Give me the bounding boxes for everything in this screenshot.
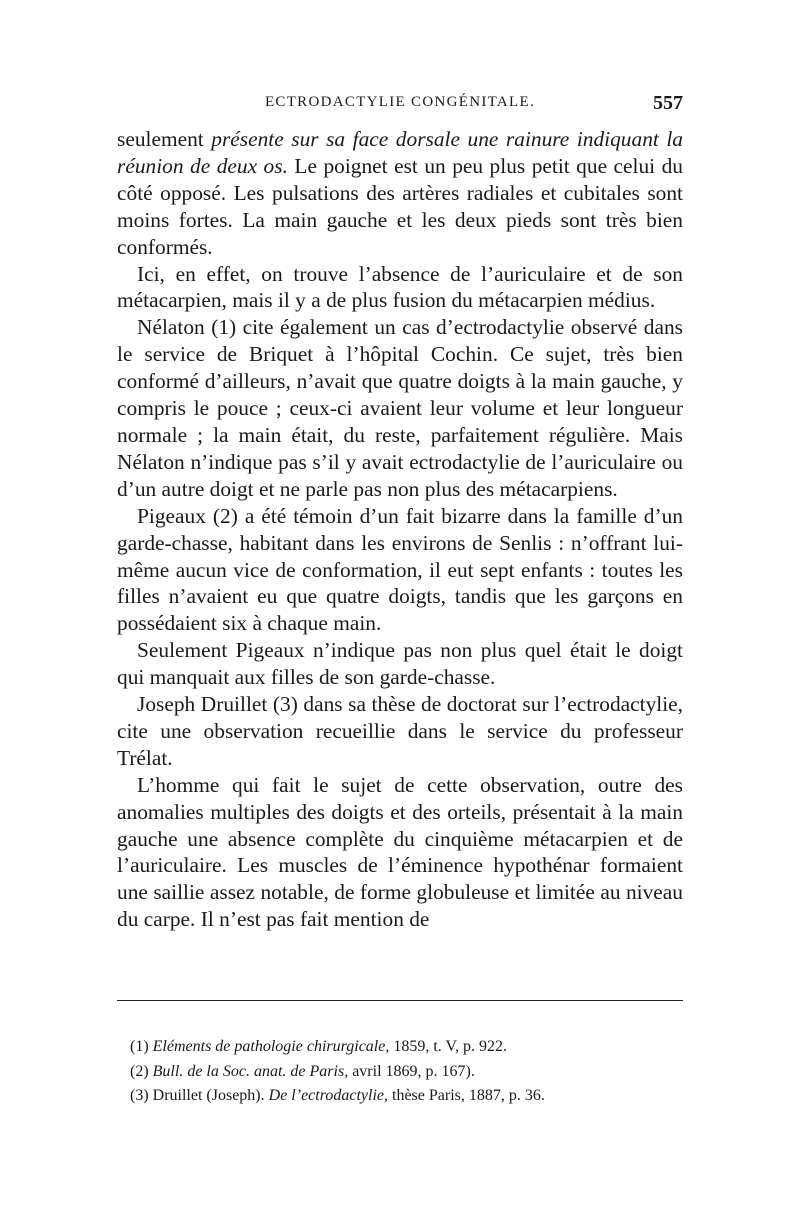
text-run: thèse Paris, 1887, p. 36.: [388, 1087, 545, 1104]
body-text: [117, 126, 683, 933]
italic-text-run: De l’ectrodactylie,: [268, 1087, 388, 1104]
page-number: 557: [653, 92, 683, 114]
paragraph: [117, 637, 683, 691]
italic-text-run: présente sur sa face dorsale une rainure indiquant la réunion de deux os.: [117, 127, 683, 178]
text-run: Ici, en effet, on trouve l’absence de l’auriculaire et de son métacarpien, mais il y a de plus fusion du métacarpien médius.: [117, 261, 683, 313]
text-run: L’homme qui fait le sujet de cette observation, outre des anomalies multiples des doigts et des orteils, présentait à la main gauche une absence complète du cinquième métacarpien et de l’auriculaire. Les muscles de l’éminence hypothénar formaient une saillie assez notable, de forme globuleuse et limitée au niveau du carpe. Il n’est pas fait mention de: [117, 772, 683, 932]
paragraph: [117, 503, 683, 638]
footnotes: [130, 1035, 690, 1109]
footnote-rule: [117, 1000, 683, 1001]
footnote: [130, 1084, 690, 1109]
page-header: [117, 92, 683, 122]
text-run: Joseph Druillet (3) dans sa thèse de doctorat sur l’ectrodactylie, cite une observation recueillie dans le service du professeur Trélat.: [117, 692, 683, 770]
text-run: (1): [130, 1038, 153, 1055]
paragraph: [117, 772, 683, 933]
text-run: seulement: [117, 127, 212, 151]
paragraph: [117, 261, 683, 315]
text-run: Seulement Pigeaux n’indique pas non plus quel était le doigt qui manquait aux filles de son garde-chasse.: [117, 638, 683, 690]
running-title: ECTRODACTYLIE CONGÉNITALE.: [264, 94, 536, 110]
text-run: (3) Druillet (Joseph).: [130, 1087, 269, 1104]
text-run: Le poignet est un peu plus petit que celui du côté opposé. Les pulsations des artères radiales et cubitales sont moins fortes. La main gauche et les deux pieds sont très bien conformés.: [117, 153, 683, 259]
paragraph: [117, 126, 683, 261]
paragraph: [117, 691, 683, 772]
italic-text-run: Bull. de la Soc. anat. de Paris,: [152, 1062, 349, 1080]
italic-text-run: Eléments de pathologie chirurgicale,: [152, 1038, 390, 1055]
text-run: (2): [130, 1062, 153, 1080]
paragraph: [117, 314, 683, 502]
text-run: Nélaton (1) cite également un cas d’ectrodactylie observé dans le service de Briquet à l’hôpital Cochin. Ce sujet, très bien conformé d’ailleurs, n’avait que quatre doigts à la main gauche, y compris le pouce ; ceux-ci avaient leur volume et leur longueur normale ; la main était, du reste, parfaitement régulière. Mais Nélaton n’indique pas s’il y avait ectrodactylie de l’auriculaire ou d’un autre doigt et ne parle pas non plus des métacarpiens.: [117, 315, 683, 501]
text-run: 1859, t. V, p. 922.: [389, 1038, 507, 1055]
text-run: Pigeaux (2) a été témoin d’un fait bizarre dans la famille d’un garde-chasse, habitant dans les environs de Senlis : n’offrant lui-même aucun vice de conformation, il eut sept enfants : toutes les filles n’avaient eu que quatre doigts, tandis que les garçons en possédaient six à chaque main.: [117, 503, 683, 636]
footnote: [130, 1035, 690, 1060]
footnote: [130, 1060, 690, 1085]
text-run: avril 1869, p. 167).: [348, 1062, 475, 1080]
